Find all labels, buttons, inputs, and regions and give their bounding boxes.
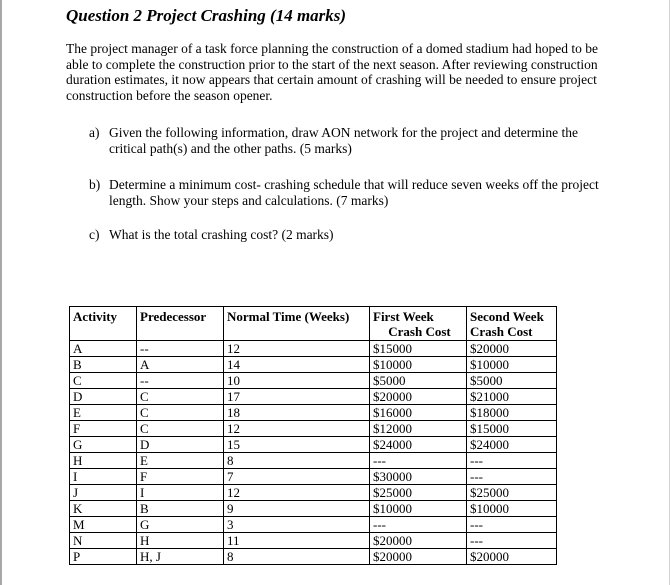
normal-time-cell: 8 <box>224 549 370 565</box>
second-week-cost-cell: $20000 <box>467 549 557 565</box>
activity-cell: B <box>70 357 137 373</box>
question-text <box>109 227 334 243</box>
predecessor-cell: C <box>137 389 224 405</box>
second-week-cost-cell: $10000 <box>467 357 557 373</box>
activity-cell: P <box>70 549 137 565</box>
second-week-cost-cell: $10000 <box>467 501 557 517</box>
activity-cell: I <box>70 469 137 485</box>
table-row <box>70 437 557 453</box>
normal-time-cell: 12 <box>224 341 370 357</box>
activity-cell: A <box>70 341 137 357</box>
question-title: Question 2 Project Crashing (14 marks) <box>66 6 347 25</box>
crashing-table <box>69 306 557 565</box>
intro-line: duration estimates, it now appears that certain amount of crashing will be needed to ensure project <box>66 72 597 87</box>
header-normal-time: Normal Time (Weeks) <box>224 307 370 341</box>
first-week-cost-cell: --- <box>370 453 467 469</box>
first-week-cost-cell: $15000 <box>370 341 467 357</box>
table-row <box>70 373 557 389</box>
table-row <box>70 389 557 405</box>
question-marker: a) <box>89 125 100 140</box>
normal-time-cell: 8 <box>224 453 370 469</box>
intro-line: construction before the season opener. <box>66 87 273 103</box>
header-second-week-crash-cost: Second Week Crash Cost <box>467 307 557 341</box>
activity-cell: K <box>70 501 137 517</box>
activity-cell: H <box>70 453 137 469</box>
header-predecessor: Predecessor <box>137 307 224 341</box>
table-header-row <box>70 307 557 341</box>
predecessor-cell: H <box>137 533 224 549</box>
activity-cell: G <box>70 437 137 453</box>
second-week-cost-cell: --- <box>467 453 557 469</box>
first-week-cost-cell: $10000 <box>370 357 467 373</box>
second-week-cost-cell: --- <box>467 469 557 485</box>
first-week-cost-cell: $30000 <box>370 469 467 485</box>
first-week-cost-cell: $16000 <box>370 405 467 421</box>
normal-time-cell: 10 <box>224 373 370 389</box>
intro-line: able to complete the construction prior to the start of the next season. After reviewing construction <box>66 56 598 72</box>
first-week-cost-cell: $12000 <box>370 421 467 437</box>
second-week-cost-cell: --- <box>467 533 557 549</box>
predecessor-cell: -- <box>137 373 224 389</box>
activity-cell: C <box>70 373 137 389</box>
normal-time-cell: 11 <box>224 533 370 549</box>
table-row <box>70 533 557 549</box>
normal-time-cell: 3 <box>224 517 370 533</box>
header-activity: Activity <box>70 307 137 341</box>
question-line: length. Show your steps and calculations. (7 marks) <box>109 193 389 208</box>
predecessor-cell: D <box>137 437 224 453</box>
first-week-cost-cell: $20000 <box>370 533 467 549</box>
table-row <box>70 549 557 565</box>
normal-time-cell: 12 <box>224 421 370 437</box>
table-row <box>70 453 557 469</box>
normal-time-cell: 17 <box>224 389 370 405</box>
table-row <box>70 405 557 421</box>
question-line: Determine a minimum cost- crashing schedule that will reduce seven weeks off the project <box>109 177 599 192</box>
page-left-edge <box>0 0 2 585</box>
question-line: What is the total crashing cost? (2 marks) <box>109 227 334 242</box>
first-week-cost-cell: --- <box>370 517 467 533</box>
table-row <box>70 341 557 357</box>
activity-cell: D <box>70 389 137 405</box>
question-marker: b) <box>89 177 101 192</box>
second-week-cost-cell: $25000 <box>467 485 557 501</box>
predecessor-cell: C <box>137 421 224 437</box>
question-marker: c) <box>89 227 100 242</box>
predecessor-cell: -- <box>137 341 224 357</box>
question-line: critical path(s) and the other paths. (5 marks) <box>109 141 352 156</box>
first-week-cost-cell: $25000 <box>370 485 467 501</box>
question-text <box>109 125 578 157</box>
intro-line: The project manager of a task force planning the construction of a domed stadium had hoped to be <box>66 41 598 56</box>
normal-time-cell: 18 <box>224 405 370 421</box>
predecessor-cell: E <box>137 453 224 469</box>
normal-time-cell: 9 <box>224 501 370 517</box>
intro-paragraph <box>66 41 646 103</box>
table-row <box>70 357 557 373</box>
table-row <box>70 421 557 437</box>
table-row <box>70 501 557 517</box>
predecessor-cell: I <box>137 485 224 501</box>
table-row <box>70 517 557 533</box>
second-week-cost-cell: $21000 <box>467 389 557 405</box>
second-week-cost-cell: $24000 <box>467 437 557 453</box>
table-row <box>70 469 557 485</box>
activity-cell: F <box>70 421 137 437</box>
second-week-cost-cell: $18000 <box>467 405 557 421</box>
second-week-cost-cell: --- <box>467 517 557 533</box>
first-week-cost-cell: $24000 <box>370 437 467 453</box>
second-week-cost-cell: $15000 <box>467 421 557 437</box>
question-line: Given the following information, draw AON network for the project and determine the <box>109 125 578 140</box>
predecessor-cell: B <box>137 501 224 517</box>
activity-cell: J <box>70 485 137 501</box>
predecessor-cell: C <box>137 405 224 421</box>
question-text <box>109 177 599 209</box>
second-week-cost-cell: $5000 <box>467 373 557 389</box>
table-body <box>70 341 557 565</box>
normal-time-cell: 12 <box>224 485 370 501</box>
first-week-cost-cell: $20000 <box>370 549 467 565</box>
first-week-cost-cell: $10000 <box>370 501 467 517</box>
predecessor-cell: F <box>137 469 224 485</box>
activity-cell: N <box>70 533 137 549</box>
first-week-cost-cell: $20000 <box>370 389 467 405</box>
activity-cell: E <box>70 405 137 421</box>
predecessor-cell: H, J <box>137 549 224 565</box>
normal-time-cell: 15 <box>224 437 370 453</box>
activity-cell: M <box>70 517 137 533</box>
normal-time-cell: 7 <box>224 469 370 485</box>
predecessor-cell: A <box>137 357 224 373</box>
first-week-cost-cell: $5000 <box>370 373 467 389</box>
table-row <box>70 485 557 501</box>
predecessor-cell: G <box>137 517 224 533</box>
second-week-cost-cell: $20000 <box>467 341 557 357</box>
normal-time-cell: 14 <box>224 357 370 373</box>
header-first-week-crash-cost: First Week Crash Cost <box>370 307 467 341</box>
